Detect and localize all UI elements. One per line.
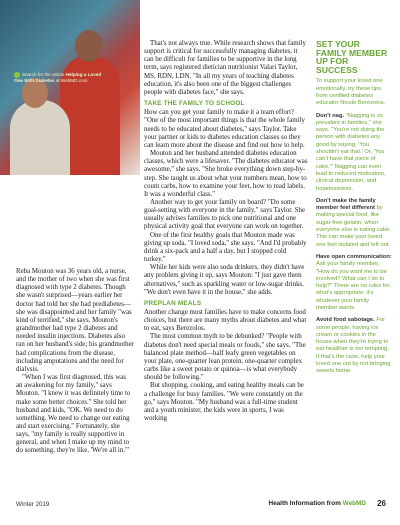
article-column-2 xyxy=(144,40,308,423)
sidebar-tip: Don't nag. "Nagging is so prevalent in families," she says. "You're not doing the person with diabetes any good by saying, 'You shouldn't eat that.' Or, 'You can't have that piece of cake.'" Nagging can even lead to reduced motivation, clinical depression, and hopelessness. xyxy=(316,112,386,192)
photo-head-man xyxy=(75,30,103,62)
article-paragraph: Another way to get your family on board? "Do some goal-setting with everyone in the family," says Taylor. She usually advises families to pick one nutritional and one physical activity goal that everyone can work on together. xyxy=(144,198,305,231)
page-number: 26 xyxy=(377,499,386,508)
article-paragraph: "When I was first diagnosed, this was an awakening for my family," says Mouton. "I knew it was definitely time to make some better choices." She told her husband and kids, "OK. We need to do something. We need to change our eating and start exercising." Fortunately, she says, "my family is really supportive in general, and when I make up my mind to do something, they're like, 'We're all in.'" xyxy=(16,374,131,455)
page-footer xyxy=(0,498,400,514)
article-photo xyxy=(0,0,140,175)
issue-date: Winter 2019 xyxy=(16,501,50,508)
section-heading-family-school: TAKE THE FAMILY TO SCHOOL xyxy=(144,100,245,108)
sidebar-title: SET YOUR FAMILY MEMBER UP FOR SUCCESS xyxy=(316,39,388,75)
section-heading-preplan-meals: PREPLAN MEALS xyxy=(144,299,202,307)
article-paragraph: One of the first healthy goals that Mouton made was giving up soda. "I loved soda," she says. "And I'd probably drink a six-pack and a half a day, but I stopped cold turkey." xyxy=(144,231,307,264)
sidebar-intro: To support your loved one emotionally, try these tips from certified diabetes educator Nicole Berezolos. xyxy=(316,78,386,107)
photo-caption[interactable]: Search for the article Helping a Loved One With Diabetes at WebMD.com xyxy=(14,72,102,84)
article-paragraph: Another change most families have to make concerns food choices, but there are many myths about diabetes and what to eat, says Berezolos. xyxy=(144,309,307,333)
search-icon xyxy=(14,72,20,78)
sidebar-tip: Don't make the family member feel different by making special food, like sugar-free gelatin, when everyone else is eating cake. This can make your loved one feel isolated and left out. xyxy=(316,197,391,248)
article-paragraph: Mouton and her husband attended diabetes education classes, which were a lifesaver. "The diabetes educator was awesome," she says. "She broke everything down step-by-step. She taught us about what your numbers mean, how to count carbs, how to examine your feet, how to read labels. It was a wonderful class." xyxy=(144,150,308,198)
sidebar-tip: Avoid food sabotage. For some people, having ice cream or cookies in the house when they're trying to eat healthier is too tempting. If that's the case, help your loved one out by not bringing sweets home. xyxy=(316,317,391,375)
publication-brand: Health Information from WebMD xyxy=(268,500,366,507)
tips-sidebar xyxy=(316,40,392,381)
article-paragraph: But shopping, cooking, and eating healthy meals can be a challenge for busy families. "We were constantly on the go," says Mouton. "My husband was a full-time student and a youth minister, the kids were in sports, I was working xyxy=(144,382,304,423)
article-paragraph: How can you get your family to make it a team effort? "One of the most important things is that the whole family needs to be educated about diabetes," says Taylor. Take your partner or kids to diabetes education classes so they can learn more about the disease and find out how to help. xyxy=(144,109,305,149)
article-paragraph: That's not always true. While research shows that family support is critical for successfully managing diabetes, it can be difficult for families to be supportive in the long term, says registered dietician nutritionist Valari Taylor, MS, RDN, LDN. "In all my years of teaching diabetes education, it's also been one of the biggest challenges people with diabetes face," she says. xyxy=(144,40,306,96)
article-paragraph: Reba Mouton was 36 years old, a nurse, and the mother of two when she was first diagnosed with type 2 diabetes. Though she wasn't surprised—years earlier her doctor had told her she had prediabetes—she was disappointed and her family "was kind of terrified," she says. Mouton's grandmother had type 2 diabetes and needed insulin injections. Diabetes also ran on her husband's side; his grandmother had complications from the disease, including amputations and the need for dialysis. xyxy=(16,268,134,373)
article-column-1 xyxy=(16,268,134,456)
photo-figure-woman xyxy=(10,100,70,175)
article-paragraph: While her kids were also soda drinkers, they didn't have any problem giving it up, says Mouton: "I just gave them alternatives," such as sparkling water or low-sugar drinks. "We don't even have it in the house," she adds. xyxy=(144,264,305,296)
sidebar-tip: Have open communication: Ask your family member, "How do you want me to be involved? What can I do to help?" There are no rules for what's appropriate; it's whatever your family member wants. xyxy=(316,253,392,311)
article-paragraph: The most common myth to be debunked? "People with diabetes don't need special meals or foods," she says. "The balanced plate method—half leafy green vegetables on your plate, one-quarter lean protein, one-quarter complex carbs like a sweet potato or quinoa—is what everybody should be following." xyxy=(144,333,306,382)
webmd-logo: WebMD xyxy=(342,500,366,507)
